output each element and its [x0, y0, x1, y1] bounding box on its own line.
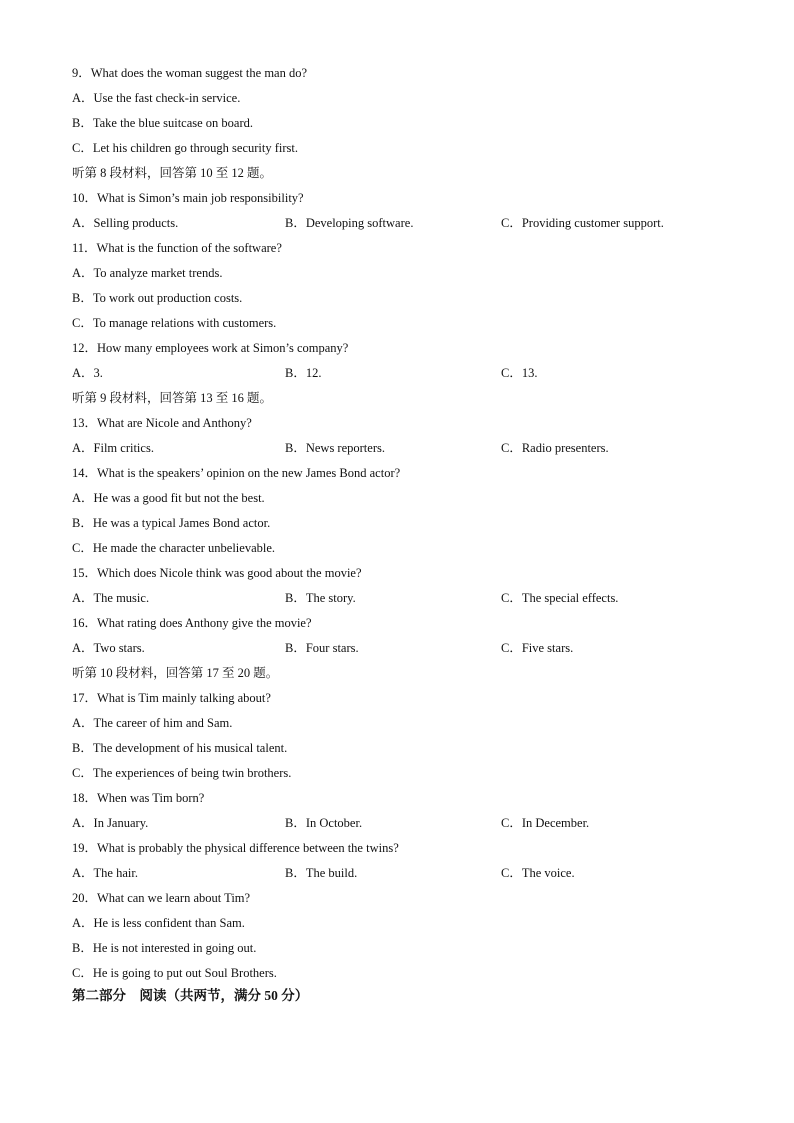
options-18: [72, 814, 732, 839]
question-9: 9．What does the woman suggest the man do?: [72, 66, 308, 80]
question-10: 10．What is Simon’s main job responsibility?: [72, 191, 304, 205]
options-12: [72, 364, 732, 389]
option-12c: C．13.: [501, 366, 538, 380]
option-14c: C．He made the character unbelievable.: [72, 541, 276, 555]
question-14: 14．What is the speakers’ opinion on the new James Bond actor?: [72, 466, 401, 480]
section-heading-reading: 第二部分 阅读（共两节，满分 50 分）: [72, 988, 309, 1003]
option-11a: A．To analyze market trends.: [72, 266, 223, 280]
option-16a: A．Two stars.: [72, 641, 145, 655]
option-18a: A．In January.: [72, 816, 149, 830]
options-16: [72, 639, 732, 664]
option-13a: A．Film critics.: [72, 441, 154, 455]
instruction-passage-9: 听第 9 段材料，回答第 13 至 16 题。: [72, 391, 273, 405]
instruction-passage-10: 听第 10 段材料，回答第 17 至 20 题。: [72, 666, 279, 680]
option-19b: B．The build.: [285, 866, 358, 880]
question-18: 18．When was Tim born?: [72, 791, 205, 805]
option-10c: C．Providing customer support.: [501, 216, 664, 230]
option-17b: B．The development of his musical talent.: [72, 741, 288, 755]
question-17: 17．What is Tim mainly talking about?: [72, 691, 271, 705]
option-16b: B．Four stars.: [285, 641, 359, 655]
option-19c: C．The voice.: [501, 866, 575, 880]
option-20b: B．He is not interested in going out.: [72, 941, 257, 955]
option-14a: A．He was a good fit but not the best.: [72, 491, 265, 505]
question-list: [72, 64, 732, 1009]
option-12b: B．12.: [285, 366, 322, 380]
option-13b: B．News reporters.: [285, 441, 385, 455]
question-11: 11．What is the function of the software?: [72, 241, 282, 255]
options-15: [72, 589, 732, 614]
option-9a: A．Use the fast check-in service.: [72, 91, 241, 105]
option-15a: A．The music.: [72, 591, 150, 605]
option-18b: B．In October.: [285, 816, 363, 830]
option-14b: B．He was a typical James Bond actor.: [72, 516, 271, 530]
option-12a: A．3.: [72, 366, 103, 380]
option-19a: A．The hair.: [72, 866, 138, 880]
option-10b: B．Developing software.: [285, 216, 414, 230]
option-18c: C．In December.: [501, 816, 590, 830]
option-20a: A．He is less confident than Sam.: [72, 916, 245, 930]
options-19: [72, 864, 732, 889]
option-11c: C．To manage relations with customers.: [72, 316, 277, 330]
option-13c: C．Radio presenters.: [501, 441, 609, 455]
option-16c: C．Five stars.: [501, 641, 574, 655]
question-19: 19．What is probably the physical difference between the twins?: [72, 841, 399, 855]
option-11b: B．To work out production costs.: [72, 291, 243, 305]
question-15: 15．Which does Nicole think was good about the movie?: [72, 566, 362, 580]
question-12: 12．How many employees work at Simon’s company?: [72, 341, 349, 355]
option-15b: B．The story.: [285, 591, 356, 605]
question-16: 16．What rating does Anthony give the movie?: [72, 616, 312, 630]
options-10: [72, 214, 732, 239]
option-17c: C．The experiences of being twin brothers.: [72, 766, 292, 780]
option-9b: B．Take the blue suitcase on board.: [72, 116, 254, 130]
options-13: [72, 439, 732, 464]
instruction-passage-8: 听第 8 段材料，回答第 10 至 12 题。: [72, 166, 273, 180]
option-20c: C．He is going to put out Soul Brothers.: [72, 966, 277, 980]
question-13: 13．What are Nicole and Anthony?: [72, 416, 252, 430]
option-9c: C．Let his children go through security first.: [72, 141, 299, 155]
option-10a: A．Selling products.: [72, 216, 179, 230]
option-15c: C．The special effects.: [501, 591, 619, 605]
option-17a: A．The career of him and Sam.: [72, 716, 233, 730]
question-20: 20．What can we learn about Tim?: [72, 891, 251, 905]
